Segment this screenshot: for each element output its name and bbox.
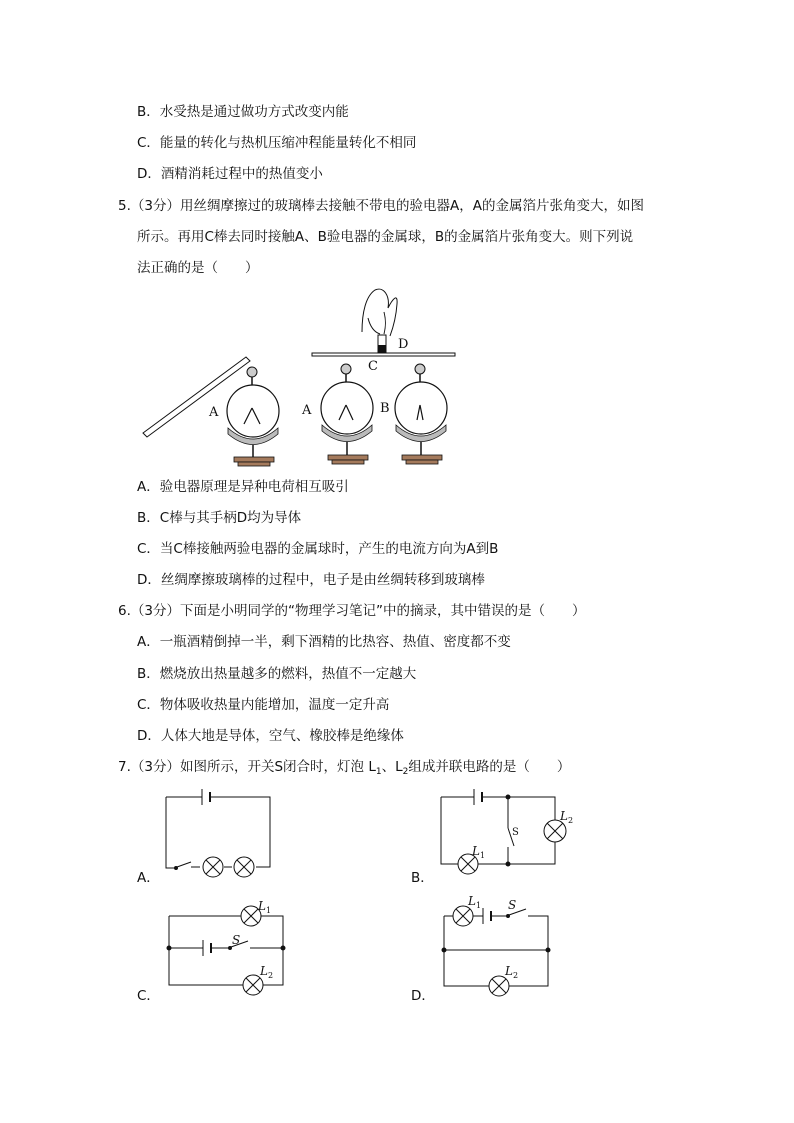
circuit-d-switch-label: S	[508, 898, 517, 912]
figure-label-a2: A	[302, 403, 312, 418]
q7-option-c-label: C．	[137, 988, 160, 1004]
circuit-c-lamp1-letter: L	[258, 899, 266, 913]
circuit-d-lamp1-letter: L	[468, 894, 476, 908]
circuit-c-lamp1-num: 1	[265, 906, 272, 915]
circuit-d-lamp1-num: 1	[475, 901, 482, 910]
svg-text:L2	[259, 964, 273, 980]
svg-text:L2	[504, 964, 518, 980]
circuit-c-lamp2-num: 2	[267, 971, 274, 980]
q5-stem-line1: 5.（3分）用丝绸摩擦过的玻璃棒去接触不带电的验电器A，A的金属箔片张角变大，如图	[118, 198, 644, 214]
circuit-b-lamp1-letter: L	[472, 844, 480, 858]
q5-option-d: D．丝绸摩擦玻璃棒的过程中，电子是由丝绸转移到玻璃棒	[137, 572, 485, 588]
circuit-a	[166, 789, 270, 877]
circuit-c-switch-label: S	[232, 933, 241, 947]
figure-label-c: C	[368, 359, 378, 374]
q7-option-d-label: D．	[411, 988, 435, 1004]
q7-option-b-label: B．	[411, 870, 434, 886]
q5-stem-line2: 所示。再用C棒去同时接触A、B验电器的金属球，B的金属箔片张角变大。则下列说	[137, 229, 634, 245]
q5-option-b: B．C棒与其手柄D均为导体	[137, 510, 302, 526]
circuit-b-lamp1-num: 1	[479, 851, 486, 860]
circuit-b-lamp2-letter: L	[560, 809, 568, 823]
svg-text:L1	[467, 894, 481, 910]
svg-text:L1	[257, 899, 271, 915]
circuit-b	[441, 789, 566, 874]
svg-text:L2	[559, 809, 573, 825]
q6-option-a: A．一瓶酒精倒掉一半，剩下酒精的比热容、热值、密度都不变	[137, 634, 511, 650]
circuit-d-lamp2-num: 2	[512, 971, 519, 980]
q7-option-a-label: A．	[137, 870, 160, 886]
svg-text:L1	[471, 844, 485, 860]
circuit-b-switch-label: S	[512, 827, 519, 838]
q6-option-d: D．人体大地是导体，空气、橡胶棒是绝缘体	[137, 728, 404, 744]
q4-option-d: D．酒精消耗过程中的热值变小	[137, 166, 323, 182]
q4-option-b: B．水受热是通过做功方式改变内能	[137, 104, 349, 120]
q5-option-c: C．当C棒接触两验电器的金属球时，产生的电流方向为A到B	[137, 541, 499, 557]
q7-stem: 7.（3分）如图所示，开关S闭合时，灯泡 $L_1$、$L_2$组成并联电路的是（ ）	[118, 759, 571, 777]
q6-option-b: B．燃烧放出热量越多的燃料，热值不一定越大	[137, 666, 417, 682]
figure-label-a1: A	[209, 405, 219, 420]
circuit-d	[442, 906, 550, 996]
q6-stem: 6.（3分）下面是小明同学的“物理学习笔记”中的摘录，其中错误的是（ ）	[118, 603, 586, 619]
q5-option-a: A．验电器原理是异种电荷相互吸引	[137, 479, 349, 495]
q4-option-c: C．能量的转化与热机压缩冲程能量转化不相同	[137, 135, 417, 151]
circuit-c-lamp2-letter: L	[260, 964, 268, 978]
q5-stem-line3: 法正确的是（ ）	[137, 260, 259, 276]
circuit-b-lamp2-num: 2	[567, 816, 574, 825]
figure-label-b: B	[380, 401, 390, 416]
figure-label-d: D	[398, 337, 409, 352]
q6-option-c: C．物体吸收热量内能增加，温度一定升高	[137, 697, 390, 713]
circuit-d-lamp2-letter: L	[505, 964, 513, 978]
circuit-c	[167, 906, 285, 995]
